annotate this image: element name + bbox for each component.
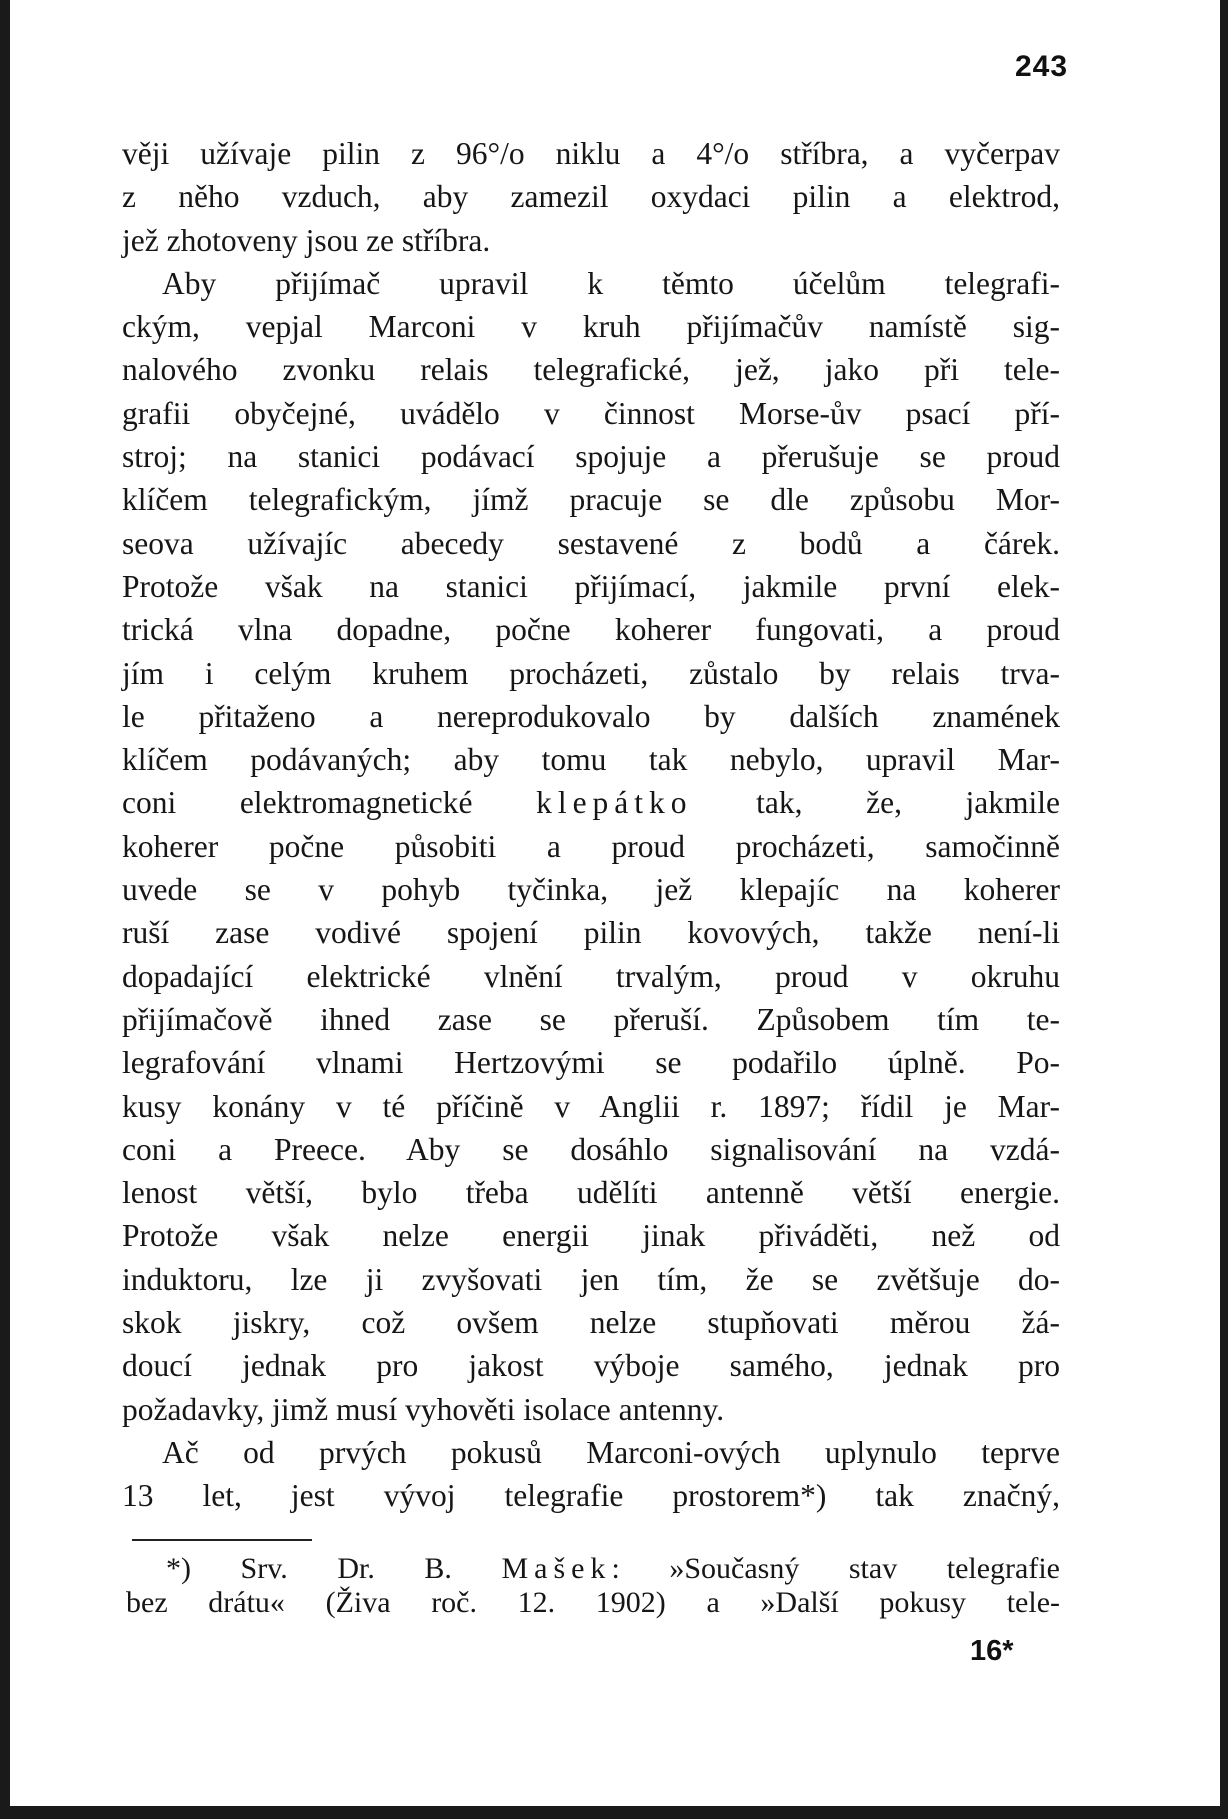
text-line: z něho vzduch, aby zamezil oxydaci pilin a elektrod, xyxy=(122,179,1060,215)
text-line: 13 let, jest vývoj telegrafie prostorem*) tak značný, xyxy=(122,1478,1060,1514)
text-line: nalového zvonku relais telegrafické, jež, jako při tele- xyxy=(122,352,1060,388)
text-segment: : »Současný stav telegrafie xyxy=(611,1552,1060,1585)
text-line: ckým, vepjal Marconi v kruh přijímačův namístě sig- xyxy=(122,309,1060,345)
text-segment: coni elektromagnetické xyxy=(122,785,473,821)
emphasized-word: klepátko xyxy=(536,785,693,821)
text-line: coni a Preece. Aby se dosáhlo signalisování na vzdá- xyxy=(122,1131,1060,1167)
text-segment: *) Srv. Dr. B. xyxy=(166,1552,452,1585)
text-line: induktoru, lze ji zvyšovati jen tím, že se zvětšuje do- xyxy=(122,1261,1060,1297)
text-line: le přitaženo a nereprodukovalo by dalších znamének xyxy=(122,698,1060,734)
body-text xyxy=(122,132,1060,1518)
text-line: stroj; na stanici podávací spojuje a přerušuje se proud xyxy=(122,439,1060,475)
text-segment: tak, že, jakmile xyxy=(756,785,1061,821)
text-line: požadavky, jimž musí vyhověti isolace antenny. xyxy=(122,1391,725,1427)
text-line: grafii obyčejné, uvádělo v činnost Morse-ův psací pří- xyxy=(122,395,1060,431)
text-line: klíčem telegrafickým, jímž pracuje se dle způsobu Mor- xyxy=(122,482,1060,518)
text-line: koherer počne působiti a proud procházeti, samočinně xyxy=(122,828,1060,864)
text-line: dopadající elektrické vlnění trvalým, proud v okruhu xyxy=(122,958,1060,994)
text-line: přijímačově ihned zase se přeruší. Způsobem tím te- xyxy=(122,1001,1060,1037)
text-line: legrafování vlnami Hertzovými se podařilo úplně. Po- xyxy=(122,1045,1060,1081)
text-line: klíčem podávaných; aby tomu tak nebylo, upravil Mar- xyxy=(122,742,1060,778)
paragraph-2 xyxy=(122,262,1060,1431)
text-line: Ač od prvých pokusů Marconi-ových uplynulo teprve xyxy=(162,1434,1060,1470)
text-line: skok jiskry, což ovšem nelze stupňovati měrou žá- xyxy=(122,1305,1060,1341)
text-line: Aby přijímač upravil k těmto účelům telegrafi- xyxy=(162,265,1060,301)
text-line: Protože však nelze energii jinak přiváděti, než od xyxy=(122,1218,1060,1254)
book-page xyxy=(10,0,1220,1806)
footnote-divider xyxy=(132,1539,312,1541)
text-line: Protože však na stanici přijímací, jakmile první elek- xyxy=(122,568,1060,604)
paragraph-3 xyxy=(122,1431,1060,1518)
text-line: lenost větší, bylo třeba udělíti antenně větší energie. xyxy=(122,1175,1060,1211)
footnote-line: bez drátu« (Živa roč. 12. 1902) a »Další pokusy tele- xyxy=(126,1586,1060,1619)
footnote-line xyxy=(126,1552,1060,1586)
text-line: jež zhotoveny jsou ze stříbra. xyxy=(122,222,491,258)
text-line: věji užívaje pilin z 96°/o niklu a 4°/o stříbra, a vyčerpav xyxy=(122,136,1060,171)
paragraph-1 xyxy=(122,132,1060,262)
text-line: seova užívajíc abecedy sestavené z bodů a čárek. xyxy=(122,525,1060,561)
text-line: jím i celým kruhem procházeti, zůstalo by relais trva- xyxy=(122,655,1060,691)
footnote xyxy=(126,1552,1060,1620)
text-line: kusy konány v té příčině v Anglii r. 1897; řídil je Mar- xyxy=(122,1088,1060,1124)
author-name: Mašek xyxy=(501,1552,612,1585)
text-line: ruší zase vodivé spojení pilin kovových, takže není-li xyxy=(122,915,1060,951)
signature-mark: 16* xyxy=(970,1635,1014,1667)
text-line: trická vlna dopadne, počne koherer fungovati, a proud xyxy=(122,612,1060,648)
page-number: 243 xyxy=(1015,50,1069,83)
text-line: doucí jednak pro jakost výboje samého, jednak pro xyxy=(122,1348,1060,1384)
text-line-spaced xyxy=(122,781,1060,824)
text-line: uvede se v pohyb tyčinka, jež klepajíc na koherer xyxy=(122,872,1060,908)
